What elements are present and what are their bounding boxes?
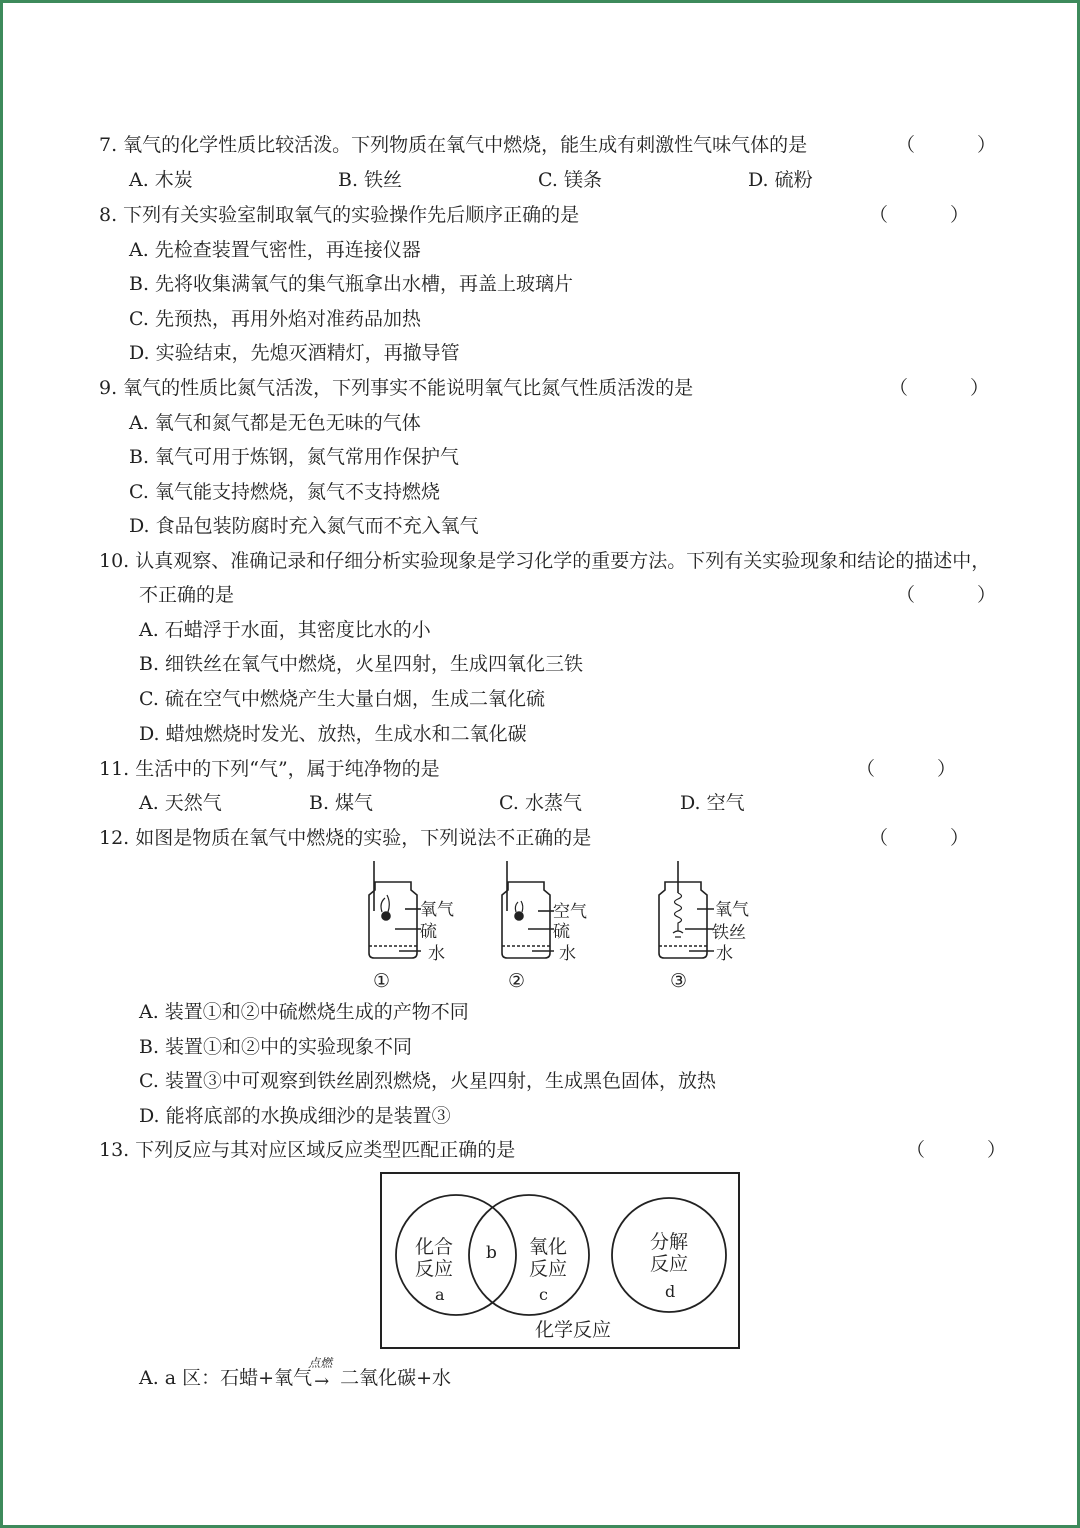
jar-2-solid-label: 硫 [553,922,570,942]
jar-3-water-label: 水 [716,944,733,964]
venn-c3-label-line2: 反应 [650,1253,689,1275]
q8-option-b: B. 先将收集满氧气的集气瓶拿出水槽，再盖上玻璃片 [129,273,574,295]
q10-stem: 10. 认真观察、准确记录和仔细分析实验现象是学习化学的重要方法。下列有关实验现象和结论的描述中， [99,550,991,572]
reaction-type-venn-diagram [379,1171,743,1353]
jar-1-water-label: 水 [428,944,445,964]
q8-option-c: C. 先预热，再用外焰对准药品加热 [129,308,421,330]
q9-option-a: A. 氧气和氮气都是无色无味的气体 [129,412,421,434]
jar-3-gas-label: 氧气 [715,900,749,920]
q9-answer-paren: （ ） [889,377,1018,399]
combustion-apparatus-figure [333,853,773,998]
venn-c2-label-line1: 氧化 [529,1236,568,1258]
venn-region-b: b [486,1243,497,1263]
q8-stem: 8. 下列有关实验室制取氧气的实验操作先后顺序正确的是 [99,204,580,226]
jar-3-solid-label: 铁丝 [712,923,746,943]
q12-answer-paren: （ ） [869,827,998,849]
venn-c3-label-line1: 分解 [650,1231,689,1253]
venn-c2-label-line2: 反应 [529,1258,568,1280]
reaction-condition: 点燃 [308,1356,333,1370]
combination-reaction-circle [396,1195,516,1315]
q10-stem-line2: 不正确的是 [139,584,235,606]
venn-region-a: a [435,1285,445,1304]
q9-stem: 9. 氧气的性质比氮气活泼，下列事实不能说明氧气比氮气性质活泼的是 [99,377,694,399]
arrow-icon: → [314,1371,330,1392]
q9-option-b: B. 氧气可用于炼钢，氮气常用作保护气 [129,446,460,468]
q11-option-a: A. 天然气 [139,792,222,814]
jar-3-iron-wire-in-oxygen [659,861,714,958]
q8-option-a: A. 先检查装置气密性，再连接仪器 [129,239,421,261]
q10-option-d: D. 蜡烛燃烧时发光、放热，生成水和二氧化碳 [139,723,527,745]
venn-c1-label-line1: 化合 [415,1236,454,1258]
jar-1-gas-label: 氧气 [420,900,454,920]
q13-option-a-reactants: A. a 区：石蜡+氧气 [139,1367,313,1389]
venn-region-d: d [665,1282,676,1301]
jar-3-number: ③ [670,970,688,992]
q11-answer-paren: （ ） [856,758,985,780]
jar-2-water-label: 水 [559,944,576,964]
q9-option-d: D. 食品包装防腐时充入氮气而不充入氧气 [129,515,479,537]
q7-option-c: C. 镁条 [538,169,602,191]
q10-option-a: A. 石蜡浮于水面，其密度比水的小 [139,619,431,641]
jar-1-number: ① [373,970,391,992]
q11-stem: 11. 生活中的下列“气”，属于纯净物的是 [99,758,440,780]
q7-stem: 7. 氧气的化学性质比较活泼。下列物质在氧气中燃烧，能生成有刺激性气味气体的是 [99,134,808,156]
jar-1-solid-label: 硫 [420,922,437,942]
venn-box-label: 化学反应 [535,1319,612,1341]
jar-2-gas-label: 空气 [553,902,587,922]
q10-answer-paren: （ ） [896,584,1025,606]
q12-option-b: B. 装置①和②中的实验现象不同 [139,1036,413,1058]
q7-option-b: B. 铁丝 [338,169,403,191]
jar-2-sulfur-in-air [502,861,554,958]
q10-option-c: C. 硫在空气中燃烧产生大量白烟，生成二氧化硫 [139,688,545,710]
venn-c1-label-line2: 反应 [415,1258,454,1280]
q11-option-c: C. 水蒸气 [499,792,582,814]
q8-answer-paren: （ ） [869,204,998,226]
q7-option-a: A. 木炭 [129,169,193,191]
q13-option-a-products: 二氧化碳+水 [340,1367,452,1389]
q11-option-b: B. 煤气 [309,792,374,814]
jar-1-sulfur-in-oxygen [369,861,421,958]
q7-option-d: D. 硫粉 [748,169,813,191]
q8-option-d: D. 实验结束，先熄灭酒精灯，再撤导管 [129,342,460,364]
q13-stem: 13. 下列反应与其对应区域反应类型匹配正确的是 [99,1139,516,1161]
q13-answer-paren: （ ） [906,1139,1035,1161]
q12-option-a: A. 装置①和②中硫燃烧生成的产物不同 [139,1001,469,1023]
reaction-arrow [308,1356,340,1392]
q11-option-d: D. 空气 [680,792,745,814]
q12-option-d: D. 能将底部的水换成细沙的是装置③ [139,1105,451,1127]
venn-region-c: c [539,1285,548,1304]
q12-option-c: C. 装置③中可观察到铁丝剧烈燃烧，火星四射，生成黑色固体，放热 [139,1070,716,1092]
q10-option-b: B. 细铁丝在氧气中燃烧，火星四射，生成四氧化三铁 [139,653,584,675]
jar-2-number: ② [508,970,526,992]
q13-option-a [139,1356,452,1392]
q9-option-c: C. 氧气能支持燃烧，氮气不支持燃烧 [129,481,440,503]
q7-answer-paren: （ ） [896,134,1025,156]
q12-stem: 12. 如图是物质在氧气中燃烧的实验，下列说法不正确的是 [99,827,592,849]
